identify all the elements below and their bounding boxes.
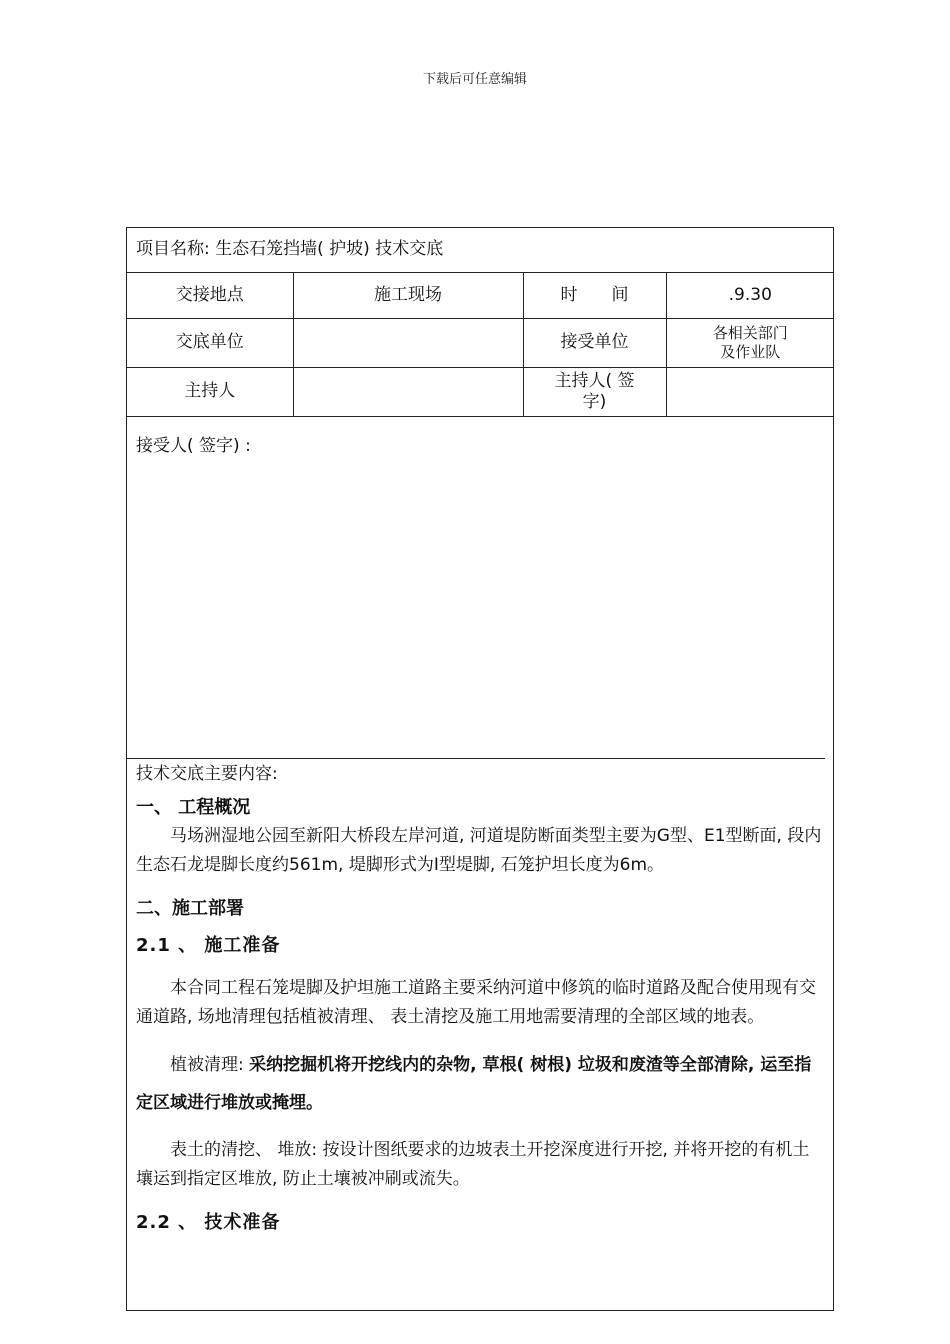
topsoil-paragraph: 表土的清挖、 堆放: 按设计图纸要求的边坡表土开挖深度进行开挖, 并将开挖的有机土壤运到指定区堆放, 防止土壤被冲刷或流失。	[136, 1140, 810, 1189]
host-sign-label	[523, 368, 666, 417]
row-units	[127, 319, 834, 368]
host-sign-value	[666, 368, 834, 417]
section2-title: 二、施工部署	[136, 898, 244, 919]
host-label: 主持人	[127, 368, 293, 417]
time-label: 时 间	[523, 273, 666, 319]
host-sign-label-line1: 主持人( 签	[554, 370, 635, 391]
project-title	[127, 228, 834, 273]
section-divider	[127, 758, 825, 759]
handover-place-value: 施工现场	[293, 273, 523, 319]
project-title-prefix: 项目名称: 生态石笼挡墙( 护坡)	[136, 239, 370, 260]
host-value	[293, 368, 523, 417]
receiving-unit-line1: 各相关部门	[712, 324, 788, 343]
receiving-unit-value	[666, 319, 834, 368]
section21-paragraph: 本合同工程石笼堤脚及护坦施工道路主要采纳河道中修筑的临时道路及配合使用现有交通道路, 场地清理包括植被清理、 表土清挖及施工用地需要清理的全部区域的地表。	[136, 978, 816, 1027]
project-title-suffix: 技术交底	[375, 239, 444, 260]
title-row	[127, 228, 834, 273]
content-heading: 技术交底主要内容:	[136, 764, 278, 784]
issuing-unit-label: 交底单位	[127, 319, 293, 368]
section1-paragraph: 马场洲湿地公园至新阳大桥段左岸河道, 河道堤防断面类型主要为G型、E1型断面, 段内生态石龙堤脚长度约561m, 堤脚形式为I型堤脚, 石笼护坦长度为6m。	[136, 826, 822, 875]
receiver-sign-label: 接受人( 签字) :	[136, 436, 251, 456]
vegetation-label: 植被清理:	[170, 1055, 244, 1075]
header-note: 下载后可任意编辑	[422, 72, 527, 87]
document-frame	[126, 227, 834, 1311]
row-handover	[127, 273, 834, 319]
section1-title: 一、 工程概况	[136, 797, 251, 818]
host-sign-label-line2: 字)	[582, 392, 607, 412]
receiving-unit-line2: 及作业队	[720, 343, 781, 361]
handover-place-label: 交接地点	[127, 273, 293, 319]
time-value: .9.30	[666, 273, 834, 319]
section22-title: 2.2 、 技术准备	[136, 1212, 281, 1233]
row-host	[127, 368, 834, 417]
vegetation-text: 采纳挖掘机将开挖线内的杂物, 草根( 树根) 垃圾和废渣等全部清除, 运至指定区域进行堆放或掩埋。	[136, 1055, 812, 1113]
section21-title: 2.1 、 施工准备	[136, 935, 281, 956]
main-content	[136, 760, 826, 1237]
vegetation-paragraph	[136, 1046, 826, 1122]
info-table	[127, 228, 834, 417]
issuing-unit-value	[293, 319, 523, 368]
receiving-unit-label: 接受单位	[523, 319, 666, 368]
